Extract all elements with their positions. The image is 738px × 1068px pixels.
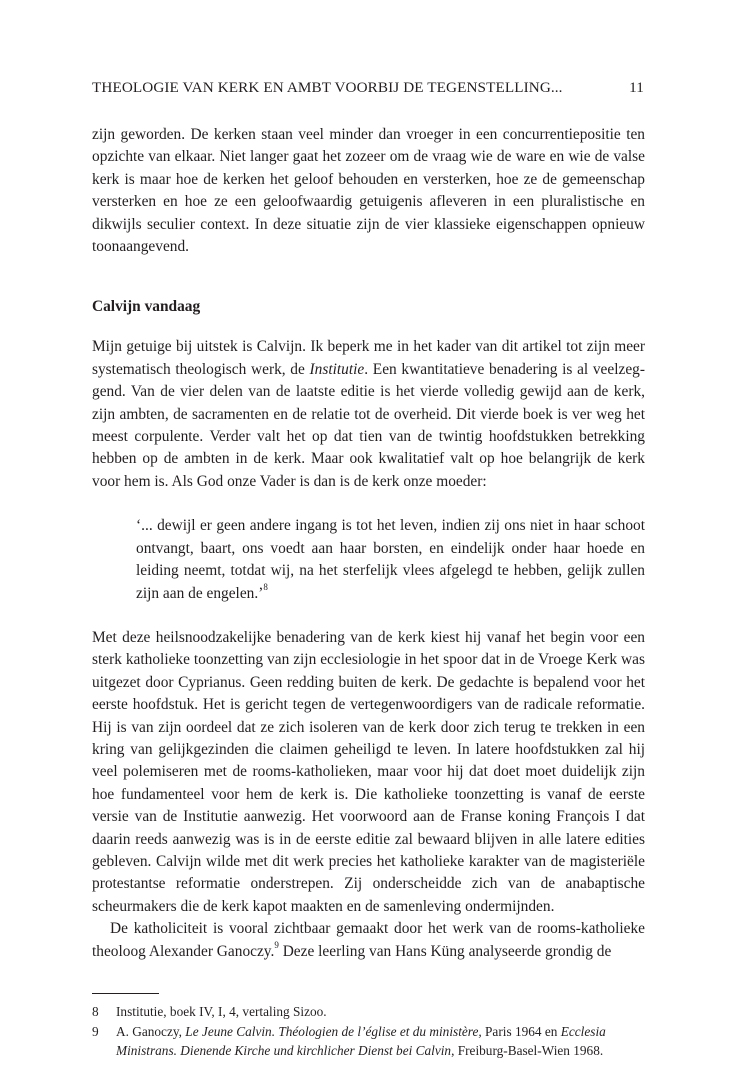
footnote-ref-9[interactable]: 9 bbox=[274, 940, 279, 951]
footnote-text-part: , Freiburg-Basel-Wien 1968. bbox=[451, 1043, 604, 1059]
paragraph-text: . Een kwantitatieve benadering is al veelzeggend. Van de vier delen van de laatste editie is het vierde volledig gewijd aan de kerk, zijn ambten, de sacramenten en de relatie tot de overheid. Dit vierde boek is ver weg het meest corpulente. Verder valt het op dat tien van de twintig hoofdstukken betrekking hebben op de ambten in de kerk. Maar ook kwalitatief valt op hoe belangrijk de kerk voor hem is. Als God onze Vader is dan is de kerk onze moeder: bbox=[92, 360, 645, 490]
paragraph-heilsnoodzakelijk: Met deze heilsnoodzakelijke benadering van de kerk kiest hij vanaf het begin voor een sterk katholieke toonzetting van zijn ecclesiologie in het spoor dat in de Vroege Kerk was uitgezet door Cyprianus. Geen redding buiten de kerk. De gedachte is bepalend voor het eerste hoofdstuk. Het is gericht tegen de vertegenwoordigers van de radicale reformatie. Hij is van zijn oordeel dat ze zich isoleren van de kerk door zich terug te trekken in een kring van gelijkgezinden die claimen geheiligd te leven. In latere hoofdstukken zal hij veel polemiseren met de rooms-katholieken, maar voor hij dat doet moet duidelijk zijn hoe fundamenteel voor hem de kerk is. Die katholieke toonzetting is vanaf de eerste versie van de Institutie aanwezig. Het voorwoord aan de Franse koning François I dat daarin reeds aanwezig was is in de eerste editie zal bewaard blijven in alle latere edities gebleven. Calvijn wilde met dit werk precies het katholieke karakter van de magisteriële protestantse reformatie onderstrepen. Zij onderscheidde zich van de anabaptische scheurmakers die de kerk kapot maakten en de samenleving ondermijnden. bbox=[92, 628, 645, 915]
footnote-9 bbox=[92, 1022, 645, 1061]
quote-paragraph bbox=[136, 515, 645, 605]
footnote-text-part: Paris 1964 en bbox=[481, 1023, 561, 1039]
paragraph-katholiciteit bbox=[92, 918, 645, 963]
footnote-text bbox=[116, 1022, 645, 1061]
block-quote bbox=[136, 515, 645, 605]
paragraph-text: Mijn getuige bij uitstek is Calvijn. Ik beperk me in het kader van dit artikel tot zijn meer systematisch theologisch werk, de bbox=[92, 338, 645, 378]
footnote-ref-8[interactable]: 8 bbox=[263, 582, 268, 593]
footnote-8 bbox=[92, 1002, 645, 1022]
footnote-title: Le Jeune Calvin. Théologien de l’église et du ministère, bbox=[185, 1023, 482, 1039]
running-header bbox=[92, 78, 645, 98]
footnote-text: Institutie, boek IV, I, 4, vertaling Sizoo. bbox=[116, 1004, 327, 1019]
intro-paragraph: zijn geworden. De kerken staan veel minder dan vroeger in een concurrentiepositie ten opzichte van elkaar. Niet langer gaat het zozeer om de vraag wie de ware en wie de valse kerk is maar hoe de kerken het geloof behouden en versterken, hoe ze de gemeenschap versterken en hoe ze een geloofwaardig getuigenis afleveren in een pluralistische en dikwijls seculier context. In deze situatie zijn de vier klassieke eigenschappen opnieuw toonaangevend. bbox=[92, 126, 645, 256]
footnote-number: 9 bbox=[92, 1023, 99, 1039]
footnote-author: A. Ganoczy, bbox=[116, 1023, 186, 1039]
footnote-divider bbox=[92, 993, 159, 994]
paragraph-text: De katholiciteit is vooral zichtbaar gemaakt door het werk van de rooms-katholieke theoloog Alexander Ganoczy. bbox=[92, 920, 645, 960]
paragraph-calvijn-getuige bbox=[92, 336, 645, 493]
paragraph-text: Deze leerling van Hans Küng analyseerde grondig de bbox=[278, 942, 612, 960]
footnote-title: Ecclesia Ministrans. Dienende Kirche und kirchlicher Dienst bei Calvin bbox=[116, 1023, 606, 1059]
institutie-title: Institutie bbox=[309, 360, 365, 378]
footnote-number: 8 bbox=[92, 1004, 99, 1019]
section-heading: Calvijn vandaag bbox=[92, 298, 201, 316]
page-number: 11 bbox=[629, 79, 644, 96]
quote-text: ‘... dewijl er geen andere ingang is tot het leven, indien zij ons niet in haar schoot ontvangt, baart, ons voedt aan haar borsten, en eindelijk onder haar hoede en leiding neemt, totdat wij, na het sterfelijk vlees afgelegd te hebben, gelijk zullen zijn aan de engelen.’ bbox=[136, 517, 645, 602]
running-title: THEOLOGIE VAN KERK EN AMBT VOORBIJ DE TEGENSTELLING... bbox=[92, 79, 563, 96]
page bbox=[92, 78, 645, 1061]
